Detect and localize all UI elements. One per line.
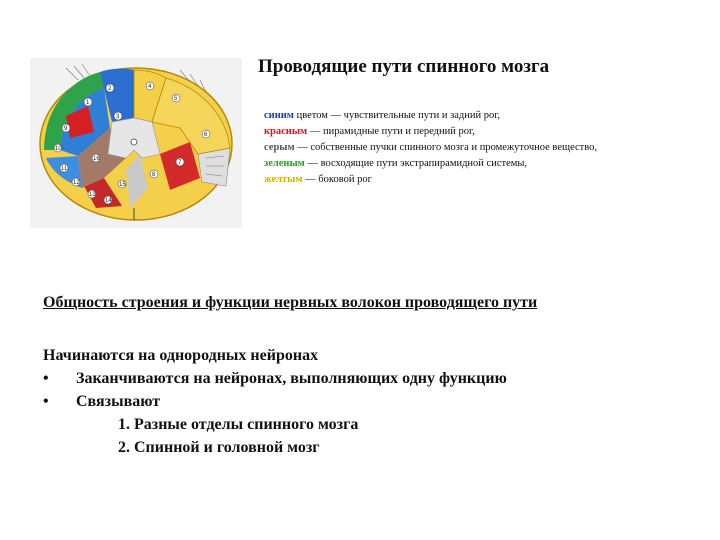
legend-item-green bbox=[264, 156, 664, 172]
spinal-cord-svg bbox=[30, 58, 242, 228]
legend-keyword: серым bbox=[264, 142, 295, 153]
marker-label: 7 bbox=[178, 160, 182, 166]
legend-keyword: зеленым bbox=[264, 158, 305, 169]
marker-label: 9 bbox=[64, 126, 68, 132]
marker-label: 2 bbox=[108, 86, 112, 92]
sub-item bbox=[43, 436, 318, 459]
legend-keyword: синим bbox=[264, 110, 294, 121]
marker-label: 8 bbox=[152, 172, 156, 178]
legend-item-blue bbox=[264, 108, 664, 124]
marker-label: 15 bbox=[119, 182, 126, 188]
marker-label: 5 bbox=[174, 96, 178, 102]
bullet-item bbox=[43, 367, 507, 390]
section-heading: Общность строения и функции нервных волокон проводящего пути bbox=[43, 294, 538, 311]
hatched-right bbox=[198, 148, 230, 186]
legend-item-gray bbox=[264, 140, 664, 156]
marker-label: 1 bbox=[86, 100, 90, 106]
bullet-text: Заканчиваются на нейронах, выполняющих одну функцию bbox=[76, 370, 507, 387]
marker-label: 13 bbox=[89, 192, 96, 198]
intro-text: Начинаются на однородных нейронах bbox=[43, 347, 319, 364]
sub-item-text: 2. Спинной и головной мозг bbox=[118, 439, 320, 456]
legend-keyword: желтым bbox=[264, 174, 303, 185]
intro-line bbox=[43, 344, 318, 367]
body-list bbox=[43, 344, 507, 459]
sub-item bbox=[43, 413, 359, 436]
legend-keyword: красным bbox=[264, 126, 308, 137]
legend-item-red bbox=[264, 124, 664, 140]
bullet-text: Связывают bbox=[76, 393, 161, 410]
legend-text: цветом — чувствительные пути и задний рог, bbox=[293, 110, 500, 121]
marker-label: 12 bbox=[73, 180, 80, 186]
central-canal bbox=[131, 139, 137, 145]
sub-item-text: 1. Разные отделы спинного мозга bbox=[118, 416, 359, 433]
marker-label: 14 bbox=[105, 198, 112, 204]
page-title: Проводящие пути спинного мозга bbox=[258, 56, 550, 77]
marker-label: 3 bbox=[116, 114, 120, 120]
marker-label: 10 bbox=[55, 146, 62, 152]
marker-label: 11 bbox=[61, 166, 68, 172]
legend-item-yellow bbox=[264, 172, 664, 188]
marker-label: 16 bbox=[93, 156, 100, 162]
bullet-item bbox=[43, 390, 318, 413]
marker-label: 4 bbox=[148, 84, 152, 90]
bullet-dot: • bbox=[43, 370, 49, 387]
color-legend bbox=[264, 108, 664, 188]
legend-text: — пирамидные пути и передний рог, bbox=[307, 126, 475, 137]
legend-text: — восходящие пути экстрапирамидной системы, bbox=[304, 158, 528, 169]
legend-text: — боковой рог bbox=[302, 174, 372, 185]
marker-label: 6 bbox=[204, 132, 208, 138]
spinal-cord-diagram bbox=[30, 58, 242, 228]
legend-text: — собственные пучки спинного мозга и промежуточное вещество, bbox=[294, 142, 598, 153]
bullet-dot: • bbox=[43, 393, 49, 410]
